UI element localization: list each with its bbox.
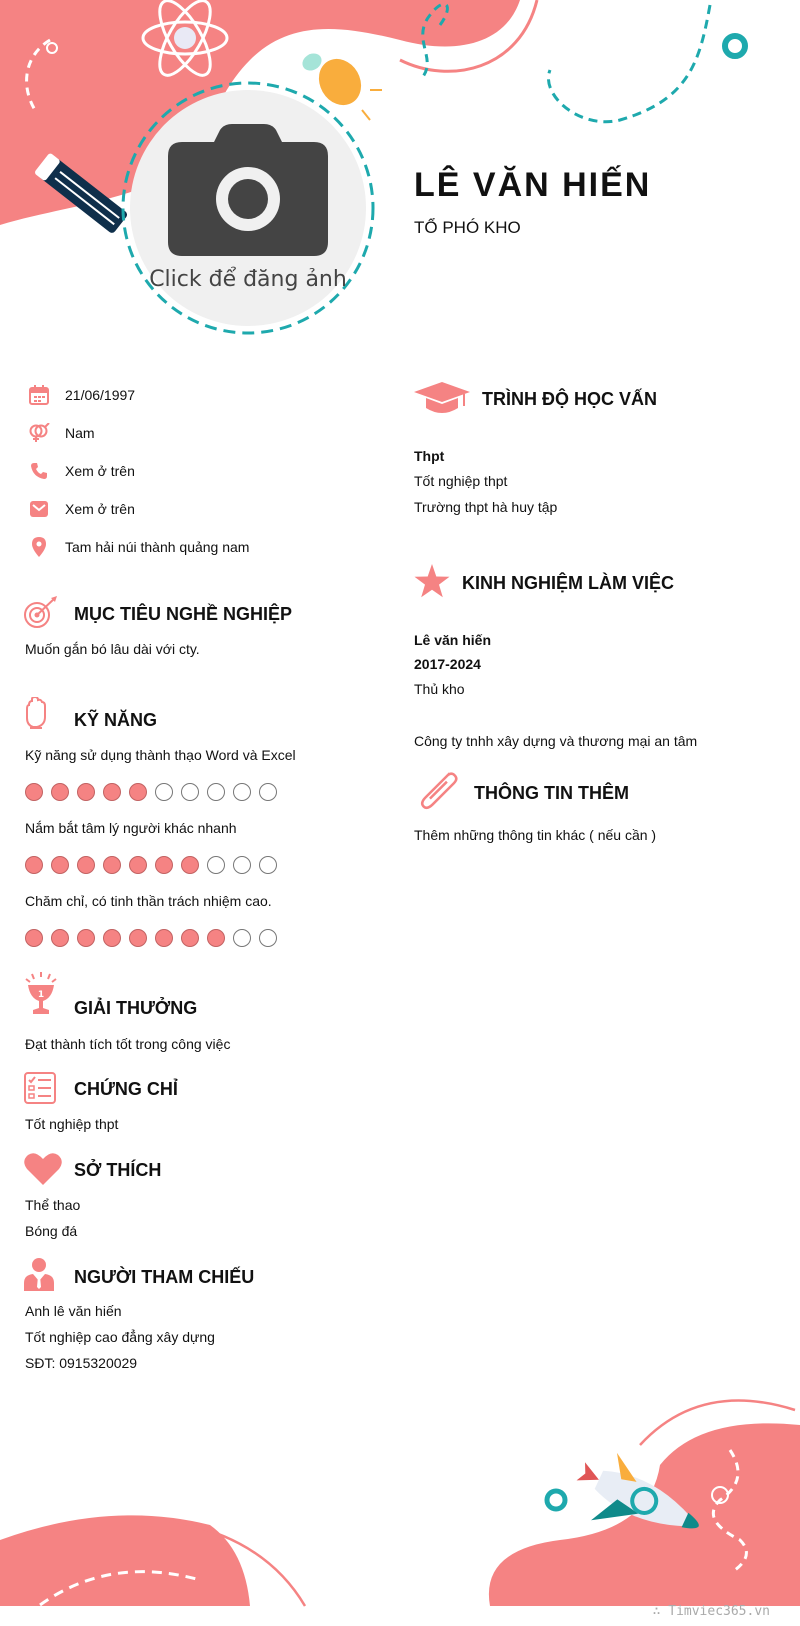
paperclip-icon bbox=[416, 772, 458, 814]
skills-title: KỸ NĂNG bbox=[74, 710, 158, 730]
contact-gender bbox=[28, 421, 95, 445]
contact-address bbox=[28, 535, 249, 559]
rating-dot-filled bbox=[103, 856, 121, 874]
candidate-name: LÊ VĂN HIẾN bbox=[414, 166, 652, 204]
gender-icon bbox=[28, 422, 50, 444]
svg-text:1: 1 bbox=[37, 990, 45, 1000]
contact-birthday bbox=[28, 383, 135, 407]
contact-text: Nam bbox=[65, 425, 95, 441]
rating-dot-filled bbox=[129, 783, 147, 801]
reference-line: SĐT: 0915320029 bbox=[25, 1355, 138, 1371]
certificates-title: CHỨNG CHỈ bbox=[74, 1079, 178, 1099]
contact-email bbox=[28, 497, 135, 521]
contact-phone bbox=[28, 459, 135, 483]
rating-dot-filled bbox=[129, 929, 147, 947]
education-major: Tốt nghiệp thpt bbox=[414, 473, 508, 489]
rating-dot-empty bbox=[181, 783, 199, 801]
rating-dot-filled bbox=[77, 929, 95, 947]
rating-dot-empty bbox=[259, 783, 277, 801]
contact-text: Xem ở trên bbox=[65, 463, 135, 479]
additional-title: THÔNG TIN THÊM bbox=[474, 783, 629, 803]
rating-dot-empty bbox=[259, 856, 277, 874]
references-title: NGƯỜI THAM CHIẾU bbox=[74, 1267, 255, 1287]
rating-dot-filled bbox=[103, 929, 121, 947]
education-degree: Thpt bbox=[414, 448, 445, 464]
rating-dot-filled bbox=[207, 929, 225, 947]
rating-dot-filled bbox=[181, 856, 199, 874]
contact-text: Xem ở trên bbox=[65, 501, 135, 517]
checklist-icon bbox=[24, 1072, 56, 1104]
objective-title: MỤC TIÊU NGHỀ NGHIỆP bbox=[74, 604, 293, 624]
skill-rating bbox=[25, 856, 277, 874]
rating-dot-filled bbox=[129, 856, 147, 874]
rating-dot-filled bbox=[181, 929, 199, 947]
rating-dot-empty bbox=[207, 856, 225, 874]
hobby-item: Thể thao bbox=[25, 1197, 81, 1213]
additional-text: Thêm những thông tin khác ( nếu cần ) bbox=[414, 827, 657, 843]
rating-dot-filled bbox=[103, 783, 121, 801]
teal-ring bbox=[725, 36, 745, 56]
rating-dot-empty bbox=[233, 856, 251, 874]
skill-name: Kỹ năng sử dụng thành thạo Word và Excel bbox=[25, 747, 296, 763]
reference-line: Anh lê văn hiến bbox=[25, 1303, 122, 1319]
rating-dot-filled bbox=[51, 783, 69, 801]
person-icon bbox=[24, 1257, 54, 1291]
rating-dot-filled bbox=[51, 929, 69, 947]
rating-dot-empty bbox=[207, 783, 225, 801]
rating-dot-filled bbox=[25, 783, 43, 801]
job-title: TỔ PHÓ KHO bbox=[414, 218, 521, 237]
reference-line: Tốt nghiệp cao đẳng xây dựng bbox=[25, 1329, 215, 1345]
awards-text: Đạt thành tích tốt trong công việc bbox=[25, 1036, 231, 1052]
skill-name: Chăm chỉ, có tinh thần trách nhiệm cao. bbox=[25, 893, 272, 909]
mail-icon bbox=[28, 498, 50, 520]
awards-title: GIẢI THƯỞNG bbox=[74, 998, 198, 1018]
rating-dot-filled bbox=[51, 856, 69, 874]
contact-text: Tam hải núi thành quảng nam bbox=[65, 539, 250, 555]
experience-position: Thủ kho bbox=[414, 681, 465, 697]
trophy-icon bbox=[24, 972, 58, 1016]
hand-icon bbox=[24, 697, 48, 729]
rating-dot-filled bbox=[77, 856, 95, 874]
camera-icon bbox=[168, 124, 328, 256]
rating-dot-filled bbox=[25, 929, 43, 947]
rating-dot-filled bbox=[25, 856, 43, 874]
rating-dot-empty bbox=[233, 783, 251, 801]
graduation-cap-icon bbox=[414, 380, 470, 416]
hobbies-title: SỞ THÍCH bbox=[74, 1160, 162, 1180]
teal-ring-bottom bbox=[547, 1491, 565, 1509]
photo-upload[interactable] bbox=[130, 90, 366, 326]
star-icon bbox=[414, 564, 450, 598]
education-school: Trường thpt hà huy tập bbox=[414, 499, 558, 515]
objective-text: Muốn gắn bó lâu dài với cty. bbox=[25, 641, 200, 657]
dashed-curve-right bbox=[548, 5, 710, 122]
experience-description: Công ty tnhh xây dựng và thương mại an tâm bbox=[414, 733, 698, 749]
education-title: TRÌNH ĐỘ HỌC VẤN bbox=[482, 389, 657, 409]
target-icon bbox=[23, 596, 59, 630]
experience-company-label: Lê văn hiến bbox=[414, 632, 492, 648]
rating-dot-empty bbox=[155, 783, 173, 801]
phone-icon bbox=[28, 460, 50, 482]
rating-dot-empty bbox=[233, 929, 251, 947]
calendar-icon bbox=[28, 384, 50, 406]
bottom-decoration bbox=[0, 1390, 800, 1626]
hobby-item: Bóng đá bbox=[25, 1223, 78, 1239]
rating-dot-filled bbox=[155, 929, 173, 947]
rating-dot-empty bbox=[259, 929, 277, 947]
certificates-text: Tốt nghiệp thpt bbox=[25, 1116, 119, 1132]
top-decoration bbox=[0, 0, 800, 360]
photo-caption: Click để đăng ảnh bbox=[149, 267, 347, 292]
experience-title: KINH NGHIỆM LÀM VIỆC bbox=[462, 573, 675, 593]
watermark: ∴ Timviec365.vn bbox=[652, 1604, 770, 1619]
rating-dot-filled bbox=[155, 856, 173, 874]
skill-rating bbox=[25, 929, 277, 947]
skill-rating bbox=[25, 783, 277, 801]
skill-name: Nắm bắt tâm lý người khác nhanh bbox=[25, 820, 237, 836]
contact-text: 21/06/1997 bbox=[65, 387, 136, 403]
pink-blob-bottom-left bbox=[0, 1515, 250, 1606]
rating-dot-filled bbox=[77, 783, 95, 801]
heart-icon bbox=[24, 1152, 62, 1186]
experience-period: 2017-2024 bbox=[414, 656, 481, 672]
location-pin-icon bbox=[28, 536, 50, 558]
